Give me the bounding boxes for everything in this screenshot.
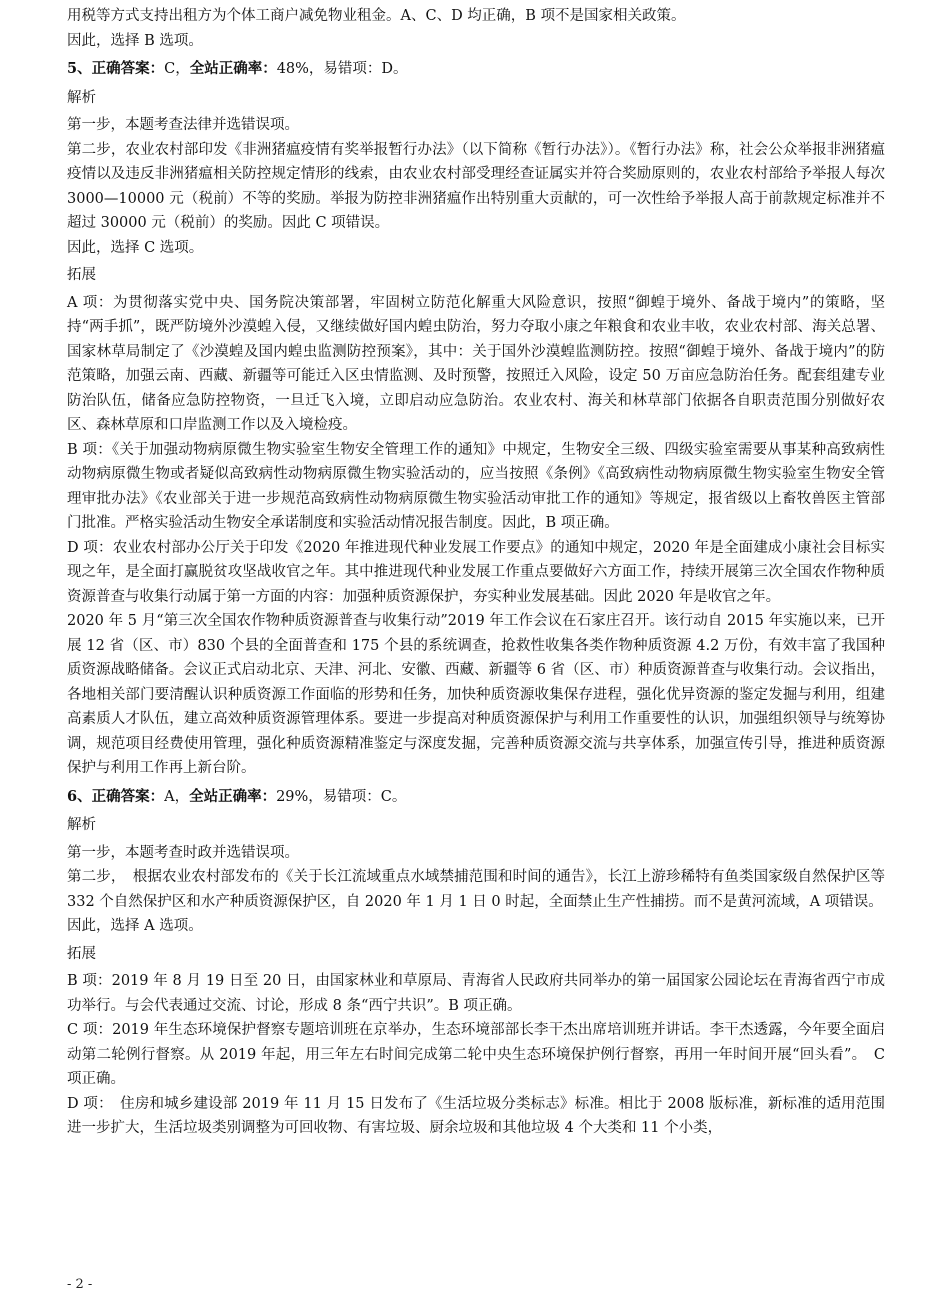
paragraph: B 项：《关于加强动物病原微生物实验室生物安全管理工作的通知》中规定，生物安全三级、四级实验室需要从事某种高致病性动物病原微生物或者疑似高致病性动物病原微生物实验活动的，应当按照《条例》《高致病性动物病原微生物实验室生物安全管理审批办法》《农业部关于进一步规范高致病性动物病原微生物实验活动审批工作的通知》等规定，报省级以上畜牧兽医主管部门批准。严格实验活动生物安全承诺制度和实验活动情况报告制度。因此，B 项正确。 — [67, 441, 885, 531]
q6-analysis-label: 解析 — [67, 817, 96, 833]
q6-extension-label: 拓展 — [67, 945, 96, 962]
page-number: - 2 - — [67, 1277, 93, 1292]
paragraph: A 项：为贯彻落实党中央、国务院决策部署，牢固树立防范化解重大风险意识，按照“御蝗于境外、备战于境内”的策略，坚持“两手抓”，既严防境外沙漠蝗入侵，又继续做好国内蝗虫防治，努力夺取小康之年粮食和农业丰收，农业农村部、海关总署、国家林草局制定了《沙漠蝗及国内蝗虫监测防控预案》，其中：关于国外沙漠蝗监测防控。按照“御蝗于境外、备战于境内”的防范策略，加强云南、西藏、新疆等可能迁入区虫情监测、及时预警，按照迁入风险，设定 50 万亩应急防治任务。配套组建专业防治队伍，储备应急防控物资，一旦迁飞入境，立即启动应急防治。农业农村、海关和林草部门依据各自职责范围分别做好农区、森林草原和口岸监测工作以及入境检疫。 — [67, 294, 885, 433]
paragraph: D 项： 住房和城乡建设部 2019 年 11 月 15 日发布了《生活垃圾分类标志》标准。相比于 2008 版标准，新标准的适用范围进一步扩大，生活垃圾类别调整为可回收物、有害垃圾、厨余垃圾和其他垃圾 4 个大类和 11 个小类， — [67, 1095, 885, 1136]
paragraph: 第一步，本题考查法律并选错误项。 — [67, 117, 299, 133]
document-page — [67, 4, 885, 1141]
rate-value: 48%，易错项：D。 — [276, 61, 408, 77]
answer-label: 6、正确答案： — [67, 787, 165, 805]
paragraph: 因此，选择 B 选项。 — [67, 32, 203, 49]
answer-value: C， — [164, 61, 190, 77]
paragraph: 因此，选择 A 选项。 — [67, 918, 203, 934]
q5-answer-line — [67, 57, 885, 82]
rate-value: 29%，易错项：C。 — [276, 788, 407, 805]
paragraph: 第二步， 根据农业农村部发布的《关于长江流域重点水域禁捕范围和时间的通告》，长江上游珍稀特有鱼类国家级自然保护区等 332 个自然保护区和水产种质资源保护区，自 2020 年 1 月 1 日 0 时起，全面禁止生产性捕捞。而不是黄河流域，A 项错误。 — [67, 869, 885, 910]
paragraph: 第一步，本题考查时政并选错误项。 — [67, 844, 299, 861]
paragraph: C 项：2019 年生态环境保护督察专题培训班在京举办，生态环境部部长李干杰出席培训班并讲话。李干杰透露，今年要全面启动第二轮例行督察。从 2019 年起，用三年左右时间完成第二轮中央生态环境保护例行督察，再用一年时间开展“回头看”。 C 项正确。 — [67, 1022, 885, 1087]
paragraph: 第二步，农业农村部印发《非洲猪瘟疫情有奖举报暂行办法》（以下简称《暂行办法》）。《暂行办法》称，社会公众举报非洲猪瘟疫情以及违反非洲猪瘟相关防控规定情形的线索，由农业农村部受理经查证属实并符合奖励原则的，农业农村部给予举报人每次 3000—10000 元（税前）不等的奖励。举报为防控非洲猪瘟作出特别重大贡献的，可一次性给予举报人高于前款规定标准并不超过 30000 元（税前）的奖励。因此 C 项错误。 — [67, 141, 885, 231]
rate-label: 全站正确率： — [189, 787, 277, 805]
paragraph: 因此，选择 C 选项。 — [67, 239, 204, 256]
q5-extension-label: 拓展 — [67, 267, 96, 283]
q6-answer-line — [67, 785, 885, 810]
answer-value: A， — [164, 788, 190, 805]
paragraph: 用税等方式支持出租方为个体工商户减免物业租金。A、C、D 均正确，B 项不是国家相关政策。 — [67, 8, 686, 24]
q5-analysis-label: 解析 — [67, 89, 96, 106]
answer-label: 5、正确答案： — [67, 60, 165, 77]
paragraph: B 项：2019 年 8 月 19 日至 20 日，由国家林业和草原局、青海省人民政府共同举办的第一届国家公园论坛在青海省西宁市成功举行。与会代表通过交流、讨论，形成 8 条“西宁共识”。B 项正确。 — [67, 973, 885, 1014]
paragraph: 2020 年 5 月“第三次全国农作物种质资源普查与收集行动”2019 年工作会议在石家庄召开。该行动自 2015 年实施以来，已开展 12 省（区、市）830 个县的全面普查和 175 个县的系统调查，抢救性收集各类作物种质资源 4.2 万份，有效丰富了我国种质资源战略储备。会议正式启动北京、天津、河北、安徽、西藏、新疆等 6 省（区、市）种质资源普查与收集行动。会议指出，各地相关部门要清醒认识种质资源工作面临的形势和任务，加快种质资源收集保存进程，强化优异资源的鉴定发掘与利用，组建高素质人才队伍，建立高效种质资源管理体系。要进一步提高对种质资源保护与利用工作重要性的认识，加强组织领导与统筹协调，规范项目经费使用管理，强化种质资源精准鉴定与深度发掘，完善种质资源交流与共享体系，加强宣传引导，推进种质资源保护与利用工作再上新台阶。 — [67, 613, 885, 776]
paragraph: D 项：农业农村部办公厅关于印发《2020 年推进现代种业发展工作要点》的通知中规定，2020 年是全面建成小康社会目标实现之年，是全面打赢脱贫攻坚战收官之年。其中推进现代种业发展工作重点要做好六方面工作，持续开展第三次全国农作物种质资源普查与收集行动属于第一方面的内容：加强种质资源保护，夯实种业发展基础。因此 2020 年是收官之年。 — [67, 539, 885, 605]
rate-label: 全站正确率： — [189, 60, 277, 77]
